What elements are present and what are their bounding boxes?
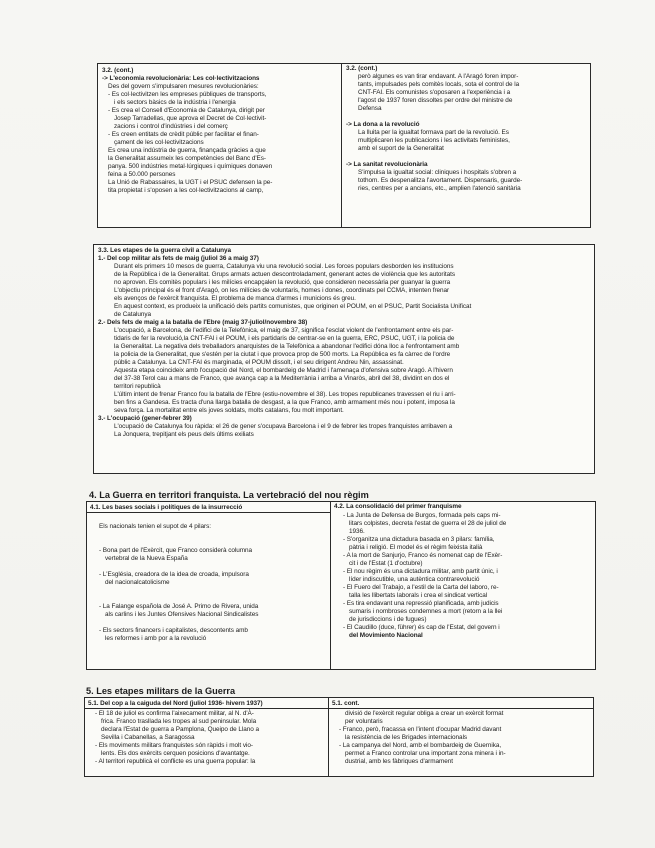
text-line: Aquesta etapa coincideix amb l'ocupació del Nord, el bombardeig de Madrid i l'amenaça d'ofensiva sobre Aragó. A l'hivern xyxy=(114,367,453,374)
section-4-2-title: 4.2. La consolidació del primer franquisme xyxy=(334,503,462,510)
text-line: pàtria i religió. El model és el règim feixista italià xyxy=(349,544,483,551)
text-line: vertebral de la Nueva España xyxy=(105,555,188,562)
section-3-2-left-column xyxy=(102,67,338,195)
text-line xyxy=(93,539,327,547)
section-3-2-box xyxy=(97,63,591,228)
text-line: - Es col·lectivitzen les empreses públiques de transports, xyxy=(108,91,267,98)
text-line: litars colpistes, decreta l'estat de guerra el 28 de juliol de xyxy=(349,520,507,527)
header-rule-left xyxy=(87,512,331,513)
text-line: - Franco, però, fracassa en l'intent d'ocupar Madrid davant xyxy=(339,726,502,733)
text-line: però algunes es van tirar endavant. A l'Aragó foren impor- xyxy=(358,73,519,80)
section-4-title: 4. La Guerra en territori franquista. La vertebració del nou règim xyxy=(89,490,369,500)
text-line: -> La dona a la revolució xyxy=(346,121,420,128)
text-line: - El 18 de juliol es confirma l'aixecament militar, al N. d'À- xyxy=(95,710,254,717)
text-line: 1936. xyxy=(349,528,365,535)
text-line: - Es tira endavant una repressió planificada, amb judicis xyxy=(343,600,499,607)
text-line: tants, impulsades pels comitès locals, sota el control de la xyxy=(358,81,520,88)
section-5-1-cont-column xyxy=(333,710,589,766)
text-line: la policia de la Generalitat, que s'estén per la ciutat i que provoca prop de 500 morts. La República es fa càrrec de l'ordre xyxy=(114,351,451,358)
text-line: L'objectiu principal és el front d'Aragó, on les milícies de voluntaris, homes i dones, coordinats pel CCMA, intenten frenar xyxy=(114,287,450,294)
text-line: - Els sectors financers i capitalistes, descontents amb xyxy=(99,627,248,634)
text-line: tita propietat i s'oposen a les col·lectivitzacions al camp, xyxy=(108,187,264,194)
text-line xyxy=(93,515,327,523)
text-line: 2.- Dels fets de maig a la batalla de l'Ebre (maig 37-juliol/novembre 38) xyxy=(98,319,308,326)
text-line: lents. Els dos exèrcits cerquen posicions d'avantatge. xyxy=(101,750,250,757)
column-divider xyxy=(330,502,331,669)
text-line: - El nou règim és una dictadura militar, amb partit únic, i xyxy=(343,568,498,575)
text-line: 3.2. (cont.) xyxy=(346,65,378,72)
section-5-1-title: 5.1. Del cop a la caiguda del Nord (juliol 1936- hivern 1937) xyxy=(88,700,263,707)
text-line: L'ocupació, a Barcelona, de l'edifici de la Telefònica, el maig de 37, significa l'esclat violent de l'enfrontament entre els par- xyxy=(114,327,454,334)
text-line: La Unió de Rabassaires, la UGT i el PSUC defensen la pe- xyxy=(108,179,273,186)
text-line: seva força. La mortalitat entre els joves soldats, molts catalans, fou molt important. xyxy=(114,407,344,414)
text-line: l'agost de 1937 foren dissoltes per ordre del ministre de xyxy=(358,97,513,104)
text-line: els avenços de l'exèrcit franquista. El problema de manca d'armes i municions és greu. xyxy=(114,295,356,302)
text-line: Sevilla i Cabanellas, a Saragossa xyxy=(101,734,195,741)
text-line: En aquest context, es produeix la unificació dels partits comunistes, que originen el POUM, en el PSUC, Partit Socialista Unificat xyxy=(114,303,472,310)
text-line: sumaris i nombroses condemnes a mort (retorn a la llei xyxy=(349,608,503,615)
text-line: la Generalitat. La negativa dels treballadors anarquistes de la Telefònica a abandonar l'edifici dóna lloc a l'enfrontament amb xyxy=(114,343,460,350)
text-line: 3.2. (cont.) xyxy=(102,67,134,74)
text-line: amb el suport de la Generalitat xyxy=(358,145,444,152)
text-line xyxy=(93,587,327,595)
text-line: Els nacionals tenien el supot de 4 pilars: xyxy=(99,523,211,530)
text-line: permet a Franco controlar una important zona minera i in- xyxy=(345,750,506,757)
text-line: líder indiscutible, una autèntica contrarevolució xyxy=(349,576,480,583)
text-line: les reformes i amb por a la revolució xyxy=(105,635,207,642)
text-line xyxy=(93,531,327,539)
section-3-3-text xyxy=(98,247,590,439)
text-line: Defensa xyxy=(358,105,382,112)
text-line: panya. 500 indústries metal·lúrgiques i químiques donaven xyxy=(108,163,273,170)
text-line: de la República i de la Generalitat. Grups armats actuen descontroladament, generant actes de violència que les autoritats xyxy=(114,271,455,278)
text-line: tothom. Es despenalitza l'avortament. Dispensaris, guarde- xyxy=(358,177,523,184)
text-line xyxy=(93,619,327,627)
text-line: Durant els primers 10 mesos de guerra, Catalunya viu una revolució social. Les forces populars desborden les institucions xyxy=(114,263,454,270)
text-line: del 37-38 Terol cau a mans de Franco, que avança cap a la Mediterrània i arriba a Vinaròs, abril del 38, dividint en dos el xyxy=(114,375,450,382)
text-line: de jurisdiccions i de fugues) xyxy=(349,616,427,623)
text-line: públic a Catalunya. La CNT-FAI és marginada, el POUM dissolt, i el seu dirigent Andreu Nin, assassinat. xyxy=(114,359,404,366)
text-line: no aproven. Els comitès populars i les milícies encapçalen la revolució, que consideren necessària per guanyar la guerra xyxy=(114,279,451,286)
text-line: per voluntaris xyxy=(345,718,383,725)
text-line xyxy=(346,153,586,161)
text-line: ries, centres per a ancians, etc., amplien l'atenció sanitària xyxy=(358,185,521,192)
text-line xyxy=(346,113,586,121)
text-line: del nacionalcatolicisme xyxy=(105,579,170,586)
text-line: cit i de l'Estat (1 d'octubre) xyxy=(349,560,423,567)
text-line: zacions i control d'indústries i del comerç xyxy=(114,123,228,130)
text-line: als carlins i les Juntes Ofensives Nacional Sindicalistes xyxy=(105,611,259,618)
text-line: talla les llibertats laborals i crea el sindicat vertical xyxy=(349,592,488,599)
text-line: de Catalunya xyxy=(114,311,152,318)
section-4-box xyxy=(86,501,596,670)
text-line: 3.- L'ocupació (gener-febrer 39) xyxy=(98,415,192,422)
section-5-box xyxy=(84,697,594,777)
column-divider xyxy=(328,698,329,776)
text-line: 3.3. Les etapes de la guerra civil a Catalunya xyxy=(98,247,232,254)
header-rule xyxy=(85,708,593,709)
text-line: - La Falange española de José A. Primo de Rivera, unida xyxy=(99,603,259,610)
text-line: dustrial, amb les fàbriques d'armament xyxy=(345,758,454,765)
text-line: la Generalitat assumeix les competències del Banc d'Es- xyxy=(108,155,266,162)
text-line: - S'organitza una dictadura basada en 3 pilars: família, xyxy=(343,536,495,543)
section-3-2-right-column xyxy=(346,65,586,193)
text-line: çament de les col·lectivitzacions xyxy=(114,139,204,146)
text-line: Es crea una indústria de guerra, finançada gràcies a que xyxy=(108,147,266,154)
section-4-1-column xyxy=(93,515,327,643)
text-line: i els sectors bàsics de la indústria i l'energia xyxy=(114,99,236,106)
text-line: L'ocupació de Catalunya fou ràpida: el 26 de gener s'ocupava Barcelona i el 9 de febrer les tropes franquistes arribaven a xyxy=(114,423,453,430)
text-line: L'últim intent de frenar Franco fou la batalla de l'Ebre (estiu-novembre el 38). Les tropes republicanes travessen el riu i arri- xyxy=(114,391,456,398)
text-line: - Es crea el Consell d'Economia de Catalunya, dirigit per xyxy=(108,107,265,114)
text-line: - Al territori republicà el conflicte es una guerra popular: la xyxy=(95,758,256,765)
text-line: -> La sanitat revolucionària xyxy=(346,161,428,168)
text-line: - Es creen entitats de crèdit públic per facilitar el finan- xyxy=(108,131,259,138)
text-line: - El Fuero del Trabajo, a l'estil de la Carta del laboro, re- xyxy=(343,584,499,591)
text-line: S'impulsa la igualtat social: cliniques i hospitals s'obren a xyxy=(358,169,517,176)
text-line: - Bona part de l'Exèrcit, que Franco considerà columna xyxy=(99,547,253,554)
text-line: ben fins a Gandesa. Es tracta d'una llarga batalla de desgast, a la que Franco, amb armament més nou i potent, imposa la xyxy=(114,399,455,406)
text-line: declara l'Estat de guerra a Pamplona, Queipo de Llano a xyxy=(101,726,259,733)
section-3-3-box xyxy=(93,244,595,474)
text-line: La Jonquera, trepitjant els peus dels últims exiliats xyxy=(114,431,254,438)
text-line: frica. Franco trasllada les tropes al sud peninsular. Mola xyxy=(101,718,257,725)
text-line: tidaris de fer la revolució,la CNT-FAI i el POUM, i els partidaris de centrar-se en la guerra, ERC, PSUC, UGT, i la policia de xyxy=(114,335,455,342)
text-line: feina a 50.000 persones xyxy=(108,171,176,178)
text-line: divisió de l'exèrcit regular obliga a crear un exèrcit format xyxy=(345,710,504,717)
text-line: 1.- Del cop militar als fets de maig (juliol 36 a maig 37) xyxy=(98,255,259,262)
section-4-2-column xyxy=(337,512,591,640)
text-line: - L'Església, creadora de la idea de croada, impulsora xyxy=(99,571,249,578)
text-line: - La campanya del Nord, amb el bombardeig de Guernika, xyxy=(339,742,502,749)
text-line: del Movimiento Nacional xyxy=(349,632,423,639)
section-4-1-title: 4.1. Les bases socials i polítiques de la insurrecció xyxy=(90,504,243,511)
text-line: - La Junta de Defensa de Burgos, formada pels caps mi- xyxy=(343,512,501,519)
text-line: Josep Tarradellas, que aprova el Decret de Col·lectivit- xyxy=(114,115,267,122)
section-5-1-column xyxy=(89,710,325,766)
section-5-title: 5. Les etapes militars de la Guerra xyxy=(86,686,236,696)
text-line: CNT-FAI. Els comunistes s'oposaren a l'experiència i a xyxy=(358,89,511,96)
column-divider xyxy=(341,64,342,227)
text-line: -> L'economia revolucionària: Les col·lectivitzacions xyxy=(102,75,260,82)
text-line xyxy=(93,595,327,603)
text-line: la resistència de les Brigades internacionals xyxy=(345,734,468,741)
text-line: - El Caudillo (duce, führer) és cap de l'Estat, del govern i xyxy=(343,624,500,631)
text-line: - A la mort de Sanjurjo, Franco és nomenat cap de l'Exèr- xyxy=(343,552,503,559)
text-line: multiplicaren les publicacions i les activitats feministes, xyxy=(358,137,510,144)
section-5-1-cont-title: 5.1. cont. xyxy=(332,700,360,707)
text-line: Des del govern s'impulsaren mesures revolucionàries: xyxy=(108,83,259,90)
text-line: La lluita per la igualtat formava part de la revolució. Es xyxy=(358,129,509,136)
text-line: territori republicà xyxy=(114,383,161,390)
text-line: - Els moviments militars franquistes són ràpids i molt vio- xyxy=(95,742,253,749)
text-line xyxy=(93,563,327,571)
